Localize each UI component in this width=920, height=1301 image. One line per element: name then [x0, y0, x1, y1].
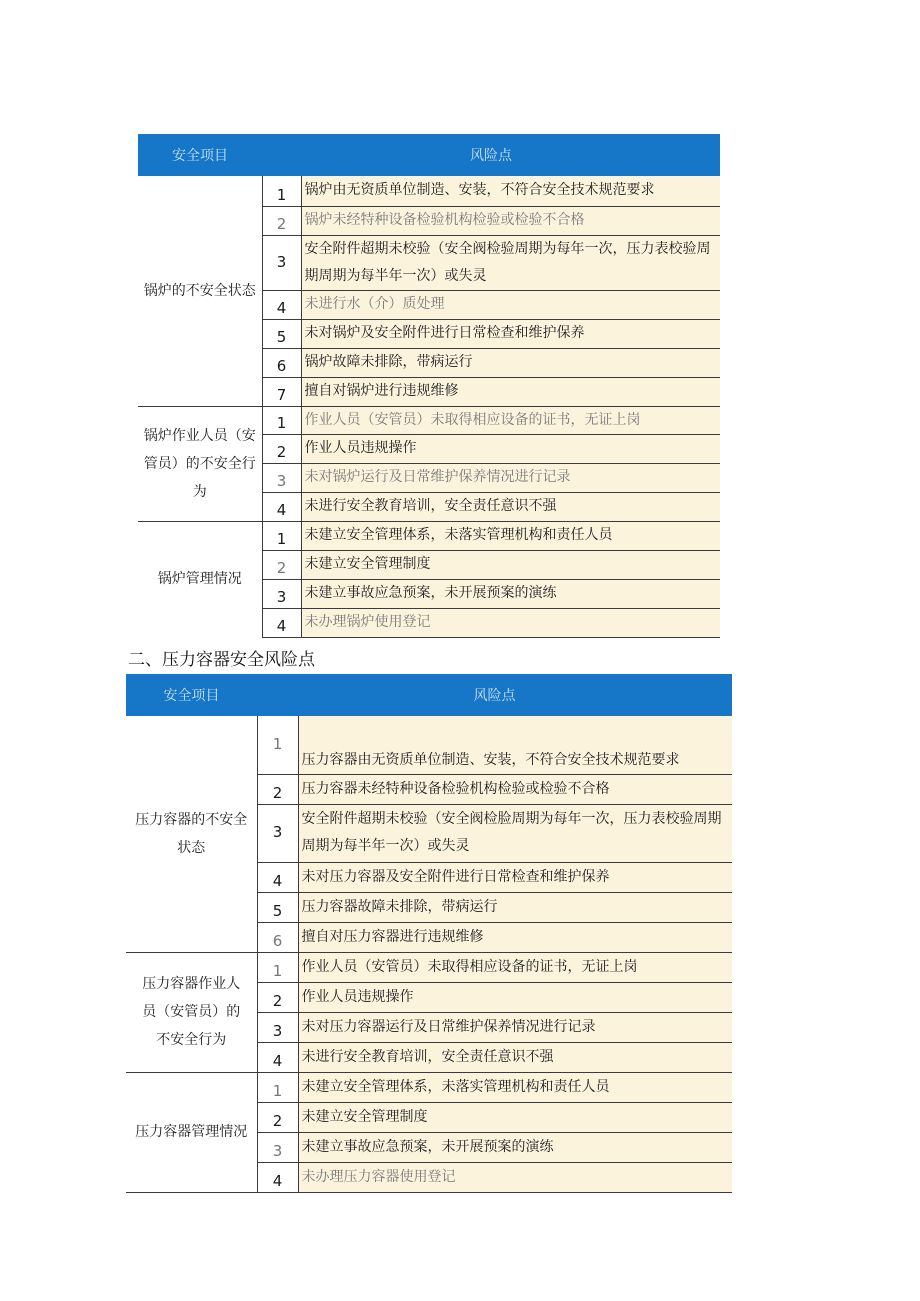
table-row	[126, 1072, 732, 1102]
category-cell: 压力容器管理情况	[126, 1072, 257, 1192]
risk-text: 压力容器故障未排除，带病运行	[298, 892, 732, 922]
risk-text: 未建立安全管理制度	[298, 1102, 732, 1132]
row-number: 4	[257, 862, 298, 892]
table-header-row	[138, 134, 720, 176]
table-row	[138, 406, 720, 434]
row-number: 1	[257, 716, 298, 774]
section-heading: 二、压力容器安全风险点	[128, 650, 315, 670]
boiler-risk-table	[138, 134, 720, 638]
row-number: 1	[257, 1072, 298, 1102]
category-cell: 锅炉的不安全状态	[138, 176, 262, 406]
row-number: 4	[262, 608, 301, 637]
row-number: 4	[257, 1042, 298, 1072]
header-risk-point: 风险点	[262, 134, 720, 176]
risk-text: 未进行安全教育培训，安全责任意识不强	[301, 492, 720, 521]
row-number: 2	[262, 206, 301, 235]
header-safety-item: 安全项目	[138, 134, 262, 176]
row-number: 3	[262, 235, 301, 290]
risk-text: 未建立事故应急预案，未开展预案的演练	[301, 579, 720, 608]
row-number: 7	[262, 377, 301, 406]
risk-text: 未对压力容器及安全附件进行日常检查和维护保养	[298, 862, 732, 892]
row-number: 2	[262, 434, 301, 463]
table-row	[138, 176, 720, 206]
row-number: 2	[257, 774, 298, 804]
risk-text: 压力容器未经特种设备检验机构检验或检验不合格	[298, 774, 732, 804]
risk-text: 未进行水（介）质处理	[301, 290, 720, 319]
row-number: 4	[262, 290, 301, 319]
row-number: 3	[257, 804, 298, 862]
row-number: 2	[257, 982, 298, 1012]
row-number: 6	[262, 348, 301, 377]
row-number: 1	[257, 952, 298, 982]
risk-text: 安全附件超期未校验（安全阀检验周期为每年一次，压力表校验周期周期为每半年一次）或失灵	[301, 235, 720, 290]
row-number: 3	[262, 579, 301, 608]
category-cell: 锅炉管理情况	[138, 521, 262, 637]
risk-text: 未进行安全教育培训，安全责任意识不强	[298, 1042, 732, 1072]
row-number: 2	[257, 1102, 298, 1132]
row-number: 1	[262, 521, 301, 550]
risk-text: 未对锅炉运行及日常维护保养情况进行记录	[301, 463, 720, 492]
row-number: 3	[257, 1132, 298, 1162]
risk-text: 作业人员（安管员）未取得相应设备的证书，无证上岗	[298, 952, 732, 982]
row-number: 3	[262, 463, 301, 492]
risk-text: 作业人员（安管员）未取得相应设备的证书，无证上岗	[301, 406, 720, 434]
row-number: 4	[262, 492, 301, 521]
risk-text: 安全附件超期未校验（安全阀检脸周期为每年一次，压力表校验周期周期为每半年一次）或失灵	[298, 804, 732, 862]
risk-text: 未建立安全管理体系，未落实管理机构和责任人员	[301, 521, 720, 550]
risk-text: 未办理锅炉使用登记	[301, 608, 720, 637]
row-number: 4	[257, 1162, 298, 1192]
risk-text: 作业人员违规操作	[298, 982, 732, 1012]
row-number: 2	[262, 550, 301, 579]
risk-text: 压力容器由无资质单位制造、安装，不符合安全技术规范要求	[298, 716, 732, 774]
row-number: 5	[257, 892, 298, 922]
risk-text: 作业人员违规操作	[301, 434, 720, 463]
row-number: 1	[262, 406, 301, 434]
header-risk-point: 风险点	[257, 674, 732, 716]
risk-text: 未建立安全管理体系，未落实管理机构和责任人员	[298, 1072, 732, 1102]
category-cell: 压力容器的不安全状态	[126, 716, 257, 952]
risk-text: 未对锅炉及安全附件进行日常检查和维护保养	[301, 319, 720, 348]
table-row	[126, 952, 732, 982]
risk-text: 未建立安全管理制度	[301, 550, 720, 579]
risk-text: 擅自对压力容器进行违规维修	[298, 922, 732, 952]
table-row	[138, 521, 720, 550]
table-row	[126, 716, 732, 774]
row-number: 6	[257, 922, 298, 952]
risk-text: 未建立事故应急预案，未开展预案的演练	[298, 1132, 732, 1162]
header-safety-item: 安全项目	[126, 674, 257, 716]
risk-text: 未对压力容器运行及日常维护保养情况进行记录	[298, 1012, 732, 1042]
pressure-vessel-risk-table	[126, 674, 732, 1193]
row-number: 3	[257, 1012, 298, 1042]
risk-text: 锅炉未经特种设备检验机构检验或检验不合格	[301, 206, 720, 235]
table-header-row	[126, 674, 732, 716]
risk-text: 锅炉由无资质单位制造、安装，不符合安全技术规范要求	[301, 176, 720, 206]
category-cell: 锅炉作业人员（安管员）的不安全行为	[138, 406, 262, 521]
risk-text: 锅炉故障未排除，带病运行	[301, 348, 720, 377]
risk-text: 未办理压力容器使用登记	[298, 1162, 732, 1192]
row-number: 5	[262, 319, 301, 348]
row-number: 1	[262, 176, 301, 206]
category-cell: 压力容器作业人员（安管员）的不安全行为	[126, 952, 257, 1072]
risk-text: 擅自对锅炉进行违规维修	[301, 377, 720, 406]
